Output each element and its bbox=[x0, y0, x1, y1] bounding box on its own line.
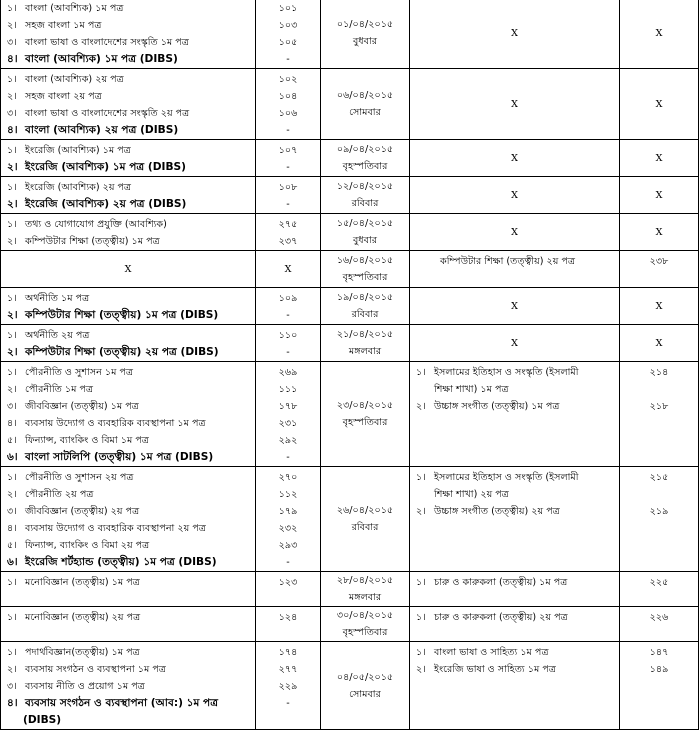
subject-line bbox=[1, 17, 255, 34]
subject-name: ইংরেজি শর্টহ্যান্ড (তত্ত্বীয়) ১ম পত্র (DIBS) bbox=[25, 556, 217, 568]
exam-day: বৃহস্পতিবার bbox=[342, 417, 388, 428]
subject-line bbox=[1, 609, 255, 626]
exam-row bbox=[1, 69, 699, 140]
right-subject-x-mark: X bbox=[410, 214, 620, 251]
subject-line bbox=[1, 105, 255, 122]
right-subject-code: ১৪৯ bbox=[649, 664, 669, 675]
subject-code: ১১০ bbox=[278, 330, 298, 341]
subject-line-continued: (DIBS) bbox=[23, 714, 62, 726]
subject-number: ৫। bbox=[7, 435, 17, 446]
date-cell bbox=[321, 251, 410, 288]
subject-code: ১০৭ bbox=[278, 145, 298, 156]
subject-name: বাংলা ভাষা ও বাংলাদেশের সংস্কৃতি ১ম পত্র bbox=[25, 37, 189, 48]
right-subject-name: শিক্ষা শাখা) ২য় পত্র bbox=[434, 489, 509, 500]
exam-day: বুধবার bbox=[352, 36, 378, 47]
exam-day: মঙ্গলবার bbox=[348, 592, 382, 603]
subject-number: ২। bbox=[7, 346, 18, 358]
right-subject-x-mark: X bbox=[410, 0, 620, 69]
subject-line bbox=[1, 415, 255, 432]
right-subject-number: ২। bbox=[416, 506, 426, 517]
subject-code: - bbox=[286, 125, 290, 136]
right-subject-line bbox=[410, 503, 619, 520]
right-subject-code: ২১৯ bbox=[649, 506, 669, 517]
subject-name: ব্যবসায় সংগঠন ও ব্যবস্থাপনা (আব:) ১ম পত্র bbox=[25, 697, 219, 709]
subject-number: ৪। bbox=[7, 697, 18, 709]
code-cell bbox=[256, 467, 321, 572]
subject-number: ২। bbox=[7, 20, 17, 31]
subject-code: ২২৯ bbox=[278, 681, 298, 692]
right-subject-code: ২১৫ bbox=[649, 472, 669, 483]
exam-row bbox=[1, 642, 699, 730]
subject-line bbox=[1, 216, 255, 233]
subject-number: ৩। bbox=[7, 108, 17, 119]
subject-x-mark: X bbox=[1, 251, 256, 288]
subject-number: ৫। bbox=[7, 540, 17, 551]
subject-code: ২৯৩ bbox=[278, 540, 298, 551]
date-cell bbox=[321, 69, 410, 140]
subject-name: ব্যবসায় নীতি ও প্রয়োগ ১ম পত্র bbox=[25, 681, 145, 692]
subject-number: ১। bbox=[7, 74, 17, 85]
subject-line bbox=[1, 196, 255, 213]
date-cell bbox=[321, 467, 410, 572]
right-subject-code: ২৩৮ bbox=[649, 256, 669, 267]
subject-name: কম্পিউটার শিক্ষা (তত্ত্বীয়) ২য় পত্র (DIBS) bbox=[25, 346, 219, 358]
subject-cell bbox=[1, 140, 256, 177]
date-cell bbox=[321, 288, 410, 325]
exam-date: ২৩/০৪/২০১৫ bbox=[336, 400, 394, 411]
subject-number: ১। bbox=[7, 367, 17, 378]
subject-name: অর্থনীতি ১ম পত্র bbox=[25, 293, 90, 304]
right-code-x-mark: X bbox=[620, 288, 699, 325]
right-code-cell bbox=[620, 467, 699, 572]
subject-code: - bbox=[286, 557, 290, 568]
subject-line bbox=[1, 503, 255, 520]
subject-name: পৌরনীতি ২য় পত্র bbox=[25, 489, 94, 500]
right-code-x-mark: X bbox=[620, 0, 699, 69]
subject-line bbox=[1, 469, 255, 486]
subject-number: ১। bbox=[7, 3, 17, 14]
right-code-spacer bbox=[620, 486, 698, 503]
subject-cell bbox=[1, 607, 256, 642]
right-subject-code: ২২৬ bbox=[649, 612, 669, 623]
subject-line bbox=[1, 432, 255, 449]
subject-code: ১০১ bbox=[278, 3, 298, 14]
subject-name: সহজ বাংলা ২য় পত্র bbox=[25, 91, 102, 102]
right-subject-name: উচ্চাঙ্গ সংগীত (তত্ত্বীয়) ১ম পত্র bbox=[434, 401, 560, 412]
subject-number: ৪। bbox=[7, 523, 17, 534]
code-x-mark: X bbox=[256, 251, 321, 288]
subject-code: ১০৮ bbox=[278, 182, 298, 193]
right-subject-name: উচ্চাঙ্গ সংগীত (তত্ত্বীয়) ২য় পত্র bbox=[434, 506, 560, 517]
subject-name: ইংরেজি (আবশ্যিক) ২য় পত্র bbox=[25, 182, 132, 193]
subject-number: ১। bbox=[7, 293, 17, 304]
subject-code: ১১২ bbox=[278, 489, 298, 500]
right-subject-number: ২। bbox=[416, 401, 426, 412]
right-subject-name: শিক্ষা শাখা) ১ম পত্র bbox=[434, 384, 509, 395]
subject-code: ১০৪ bbox=[278, 91, 298, 102]
subject-name: মনোবিজ্ঞান (তত্ত্বীয়) ১ম পত্র bbox=[25, 577, 140, 588]
right-subject-line bbox=[410, 609, 619, 626]
subject-code: ১২৩ bbox=[278, 577, 298, 588]
subject-line bbox=[1, 449, 255, 466]
subject-number: ১। bbox=[7, 219, 17, 230]
right-subject-line bbox=[410, 661, 619, 678]
code-cell bbox=[256, 325, 321, 362]
right-subject-cell bbox=[410, 607, 620, 642]
code-cell bbox=[256, 607, 321, 642]
exam-day: রবিবার bbox=[351, 198, 379, 209]
subject-line bbox=[1, 327, 255, 344]
right-code-x-mark: X bbox=[620, 214, 699, 251]
subject-cell bbox=[1, 288, 256, 325]
subject-line bbox=[1, 574, 255, 591]
right-subject-x-mark: X bbox=[410, 325, 620, 362]
right-subject-x-mark: X bbox=[410, 177, 620, 214]
right-subject-cell bbox=[410, 251, 620, 288]
subject-number: ২। bbox=[7, 198, 18, 210]
subject-name: বাংলা সাটলিপি (তত্ত্বীয়) ১ম পত্র (DIBS) bbox=[25, 451, 214, 463]
code-cell bbox=[256, 177, 321, 214]
subject-name: ইংরেজি (আবশ্যিক) ১ম পত্র bbox=[25, 145, 131, 156]
subject-line bbox=[1, 554, 255, 571]
code-cell bbox=[256, 362, 321, 467]
date-cell bbox=[321, 214, 410, 251]
subject-code: ২৩২ bbox=[278, 523, 298, 534]
subject-code: ২৬৯ bbox=[278, 367, 298, 378]
subject-number: ২। bbox=[7, 384, 17, 395]
subject-line bbox=[1, 678, 255, 695]
subject-name: পদার্থবিজ্ঞান(তত্ত্বীয়) ১ম পত্র bbox=[25, 647, 140, 658]
subject-number: ১। bbox=[7, 647, 17, 658]
exam-date: ২৬/০৪/২০১৫ bbox=[336, 505, 394, 516]
subject-code: ১০৫ bbox=[278, 37, 298, 48]
subject-number: ৩। bbox=[7, 506, 17, 517]
right-subject-name: চারু ও কারুকলা (তত্ত্বীয়) ২য় পত্র bbox=[434, 612, 568, 623]
right-subject-number: ১। bbox=[416, 612, 426, 623]
right-subject-cell bbox=[410, 467, 620, 572]
subject-line bbox=[1, 159, 255, 176]
subject-line bbox=[1, 486, 255, 503]
exam-row bbox=[1, 467, 699, 572]
subject-code: ২৭৫ bbox=[278, 219, 298, 230]
code-cell bbox=[256, 288, 321, 325]
right-subject-line bbox=[410, 486, 619, 503]
exam-date: ৩০/০৪/২০১৫ bbox=[336, 610, 394, 621]
subject-name: কম্পিউটার শিক্ষা (তত্ত্বীয়) ১ম পত্র (DIBS) bbox=[25, 309, 219, 321]
date-cell bbox=[321, 362, 410, 467]
subject-code: ২৭০ bbox=[278, 472, 298, 483]
date-cell bbox=[321, 572, 410, 607]
exam-date: ০৬/০৪/২০১৫ bbox=[336, 90, 394, 101]
right-code-cell bbox=[620, 607, 699, 642]
right-subject-name: ইসলামের ইতিহাস ও সংস্কৃতি (ইসলামী bbox=[434, 367, 579, 378]
subject-number: ৩। bbox=[7, 681, 17, 692]
exam-day: বুধবার bbox=[352, 235, 378, 246]
subject-line bbox=[1, 644, 255, 661]
exam-day: বৃহস্পতিবার bbox=[342, 272, 388, 283]
right-subject-code: ২১৪ bbox=[649, 367, 669, 378]
subject-name: পৌরনীতি ও সুশাসন ১ম পত্র bbox=[25, 367, 134, 378]
subject-code: ২৭৭ bbox=[278, 664, 298, 675]
right-subject-line bbox=[410, 381, 619, 398]
subject-code: ১০৯ bbox=[278, 293, 298, 304]
right-code-cell bbox=[620, 642, 699, 730]
subject-line bbox=[1, 88, 255, 105]
subject-line bbox=[1, 142, 255, 159]
subject-number: ২। bbox=[7, 309, 18, 321]
subject-number: ২। bbox=[7, 236, 17, 247]
right-subject-line bbox=[410, 364, 619, 381]
subject-code: ১২৪ bbox=[278, 612, 298, 623]
subject-line bbox=[1, 661, 255, 678]
right-code-spacer bbox=[620, 381, 698, 398]
right-subject-name: চারু ও কারুকলা (তত্ত্বীয়) ১ম পত্র bbox=[434, 577, 568, 588]
code-cell bbox=[256, 140, 321, 177]
subject-number: ৪। bbox=[7, 53, 18, 65]
subject-code: ১০৩ bbox=[278, 20, 298, 31]
subject-code: - bbox=[286, 310, 290, 321]
exam-day: বৃহস্পতিবার bbox=[342, 161, 388, 172]
exam-date: ১৫/০৪/২০১৫ bbox=[336, 218, 394, 229]
subject-name: সহজ বাংলা ১ম পত্র bbox=[25, 20, 102, 31]
subject-cell bbox=[1, 69, 256, 140]
exam-day: সোমবার bbox=[349, 688, 381, 700]
subject-name: পৌরনীতি ও সুশাসন ২য় পত্র bbox=[25, 472, 134, 483]
exam-date: ০১/০৪/২০১৫ bbox=[336, 19, 394, 30]
subject-code: ১৭৯ bbox=[278, 506, 298, 517]
exam-row bbox=[1, 572, 699, 607]
right-code-x-mark: X bbox=[620, 69, 699, 140]
exam-row bbox=[1, 0, 699, 69]
exam-day: বৃহস্পতিবার bbox=[342, 627, 388, 638]
exam-day: রবিবার bbox=[351, 309, 379, 320]
subject-number: ৩। bbox=[7, 401, 17, 412]
subject-name: জীববিজ্ঞান (তত্ত্বীয়) ১ম পত্র bbox=[25, 401, 139, 412]
subject-name: ব্যবসায় উদ্যোগ ও ব্যবহারিক ব্যবস্থাপনা ১ম পত্র bbox=[25, 418, 206, 429]
subject-name: বাংলা (আবশ্যিক) ২য় পত্র (DIBS) bbox=[25, 124, 179, 136]
subject-number: ৩। bbox=[7, 37, 17, 48]
subject-name: ব্যবসায় সংগঠন ও ব্যবস্থাপনা ১ম পত্র bbox=[25, 664, 166, 675]
right-code-x-mark: X bbox=[620, 140, 699, 177]
right-subject-name: কম্পিউটার শিক্ষা (তত্ত্বীয়) ২য় পত্র bbox=[440, 256, 576, 267]
right-code-x-mark: X bbox=[620, 177, 699, 214]
subject-line bbox=[1, 344, 255, 361]
exam-row bbox=[1, 288, 699, 325]
subject-line bbox=[1, 233, 255, 250]
subject-number: ১। bbox=[7, 330, 17, 341]
exam-date: ১৯/০৪/২০১৫ bbox=[336, 292, 394, 303]
right-subject-x-mark: X bbox=[410, 288, 620, 325]
subject-name: ফিন্যান্স, ব্যাংকিং ও বিমা ২য় পত্র bbox=[25, 540, 150, 551]
right-subject-line bbox=[410, 398, 619, 415]
exam-day: সোমবার bbox=[349, 107, 381, 118]
code-cell bbox=[256, 572, 321, 607]
subject-cell bbox=[1, 177, 256, 214]
exam-date: ২১/০৪/২০১৫ bbox=[336, 329, 394, 340]
right-code-cell bbox=[620, 572, 699, 607]
right-subject-line bbox=[410, 644, 619, 661]
exam-date: ১২/০৪/২০১৫ bbox=[336, 181, 394, 192]
right-subject-line bbox=[410, 469, 619, 486]
right-subject-cell bbox=[410, 642, 620, 730]
subject-cell bbox=[1, 572, 256, 607]
subject-line bbox=[1, 0, 255, 17]
subject-number: ১। bbox=[7, 182, 17, 193]
code-cell bbox=[256, 69, 321, 140]
code-cell bbox=[256, 642, 321, 730]
date-cell bbox=[321, 325, 410, 362]
right-subject-number: ২। bbox=[416, 664, 426, 675]
exam-row bbox=[1, 325, 699, 362]
subject-cell bbox=[1, 214, 256, 251]
subject-number: ১। bbox=[7, 577, 17, 588]
exam-row bbox=[1, 177, 699, 214]
subject-number: ১। bbox=[7, 472, 17, 483]
subject-name: অর্থনীতি ২য় পত্র bbox=[25, 330, 90, 341]
date-cell bbox=[321, 140, 410, 177]
subject-code: - bbox=[286, 162, 290, 173]
subject-name: ফিন্যান্স, ব্যাংকিং ও বিমা ১ম পত্র bbox=[25, 435, 149, 446]
right-subject-code: ১৪৭ bbox=[649, 647, 669, 658]
subject-name: মনোবিজ্ঞান (তত্ত্বীয়) ২য় পত্র bbox=[25, 612, 141, 623]
subject-cell bbox=[1, 467, 256, 572]
subject-code: ২৩৭ bbox=[278, 236, 298, 247]
subject-name: বাংলা ভাষা ও বাংলাদেশের সংস্কৃতি ২য় পত্র bbox=[25, 108, 190, 119]
exam-row bbox=[1, 251, 699, 288]
subject-line bbox=[1, 537, 255, 554]
right-subject-name: বাংলা ভাষা ও সাহিত্য ১ম পত্র bbox=[434, 647, 549, 658]
subject-line bbox=[1, 398, 255, 415]
exam-row bbox=[1, 140, 699, 177]
subject-number: ৬। bbox=[7, 556, 18, 568]
exam-row bbox=[1, 607, 699, 642]
date-cell bbox=[321, 0, 410, 69]
subject-name: বাংলা (আবশ্যিক) ১ম পত্র (DIBS) bbox=[25, 53, 178, 65]
right-subject-number: ১। bbox=[416, 647, 426, 658]
subject-code: - bbox=[286, 54, 290, 65]
exam-routine-body bbox=[1, 0, 699, 730]
subject-name: ব্যবসায় উদ্যোগ ও ব্যবহারিক ব্যবস্থাপনা ২য় পত্র bbox=[25, 523, 206, 534]
right-code-cell bbox=[620, 251, 699, 288]
right-code-cell bbox=[620, 362, 699, 467]
subject-number: ৪। bbox=[7, 418, 17, 429]
subject-number: ৪। bbox=[7, 124, 18, 136]
subject-name: বাংলা (আবশ্যিক) ২য় পত্র bbox=[25, 74, 124, 85]
date-cell bbox=[321, 177, 410, 214]
right-subject-cell bbox=[410, 362, 620, 467]
subject-line bbox=[1, 71, 255, 88]
date-cell bbox=[321, 642, 410, 730]
subject-line bbox=[1, 290, 255, 307]
exam-date: ০৪/০৫/২০১৫ bbox=[336, 671, 394, 683]
subject-cell bbox=[1, 362, 256, 467]
right-subject-name: ইংরেজি ভাষা ও সাহিত্য ১ম পত্র bbox=[434, 664, 556, 675]
subject-code: ২৯২ bbox=[278, 435, 298, 446]
exam-row bbox=[1, 214, 699, 251]
subject-line bbox=[1, 364, 255, 381]
subject-code: - bbox=[286, 199, 290, 210]
exam-date: ০৯/০৪/২০১৫ bbox=[336, 144, 394, 155]
subject-name: জীববিজ্ঞান (তত্ত্বীয়) ২য় পত্র bbox=[25, 506, 140, 517]
subject-code: - bbox=[286, 698, 290, 709]
subject-name: ইংরেজি (আবশ্যিক) ১ম পত্র (DIBS) bbox=[25, 161, 186, 173]
subject-code: ২৩১ bbox=[278, 418, 298, 429]
right-code-x-mark: X bbox=[620, 325, 699, 362]
subject-code: - bbox=[286, 452, 290, 463]
subject-code: - bbox=[286, 347, 290, 358]
subject-name: বাংলা (আবশ্যিক) ১ম পত্র bbox=[25, 3, 124, 14]
subject-code: ১০২ bbox=[278, 74, 298, 85]
subject-number: ২। bbox=[7, 161, 18, 173]
subject-line bbox=[1, 51, 255, 68]
subject-number: ১। bbox=[7, 145, 17, 156]
date-cell bbox=[321, 607, 410, 642]
subject-number: ২। bbox=[7, 91, 17, 102]
subject-code: ১৭৪ bbox=[278, 647, 298, 658]
subject-name: তথ্য ও যোগাযোগ প্রযুক্তি (আবশ্যিক) bbox=[25, 219, 167, 230]
subject-number: ২। bbox=[7, 664, 17, 675]
right-subject-number: ১। bbox=[416, 472, 426, 483]
subject-line bbox=[1, 381, 255, 398]
right-subject-x-mark: X bbox=[410, 69, 620, 140]
exam-date: ১৬/০৪/২০১৫ bbox=[336, 255, 394, 266]
subject-line bbox=[1, 122, 255, 139]
subject-cell bbox=[1, 642, 256, 730]
right-subject-line bbox=[410, 253, 619, 270]
exam-row bbox=[1, 362, 699, 467]
right-subject-name: ইসলামের ইতিহাস ও সংস্কৃতি (ইসলামী bbox=[434, 472, 579, 483]
right-subject-code: ২১৮ bbox=[649, 401, 669, 412]
subject-line bbox=[1, 520, 255, 537]
subject-code: ১৭৮ bbox=[278, 401, 298, 412]
subject-line bbox=[1, 179, 255, 196]
right-subject-x-mark: X bbox=[410, 140, 620, 177]
subject-line bbox=[1, 307, 255, 324]
subject-name: ইংরেজি (আবশ্যিক) ২য় পত্র (DIBS) bbox=[25, 198, 187, 210]
subject-number: ১। bbox=[7, 612, 17, 623]
right-subject-number: ১। bbox=[416, 367, 426, 378]
subject-line bbox=[1, 695, 255, 712]
subject-line bbox=[1, 34, 255, 51]
subject-number: ২। bbox=[7, 489, 17, 500]
subject-name: কম্পিউটার শিক্ষা (তত্ত্বীয়) ১ম পত্র bbox=[25, 236, 160, 247]
subject-code: ১১১ bbox=[278, 384, 298, 395]
subject-cell bbox=[1, 325, 256, 362]
right-subject-number: ১। bbox=[416, 577, 426, 588]
subject-number: ৬। bbox=[7, 451, 18, 463]
right-subject-code: ২২৫ bbox=[649, 577, 669, 588]
subject-cell bbox=[1, 0, 256, 69]
code-cell bbox=[256, 214, 321, 251]
exam-day: মঙ্গলবার bbox=[348, 346, 382, 357]
subject-code: ১০৬ bbox=[278, 108, 298, 119]
exam-date: ২৮/০৪/২০১৫ bbox=[336, 575, 394, 586]
code-cell bbox=[256, 0, 321, 69]
right-subject-cell bbox=[410, 572, 620, 607]
right-subject-line bbox=[410, 574, 619, 591]
exam-day: রবিবার bbox=[351, 522, 379, 533]
subject-name: পৌরনীতি ১ম পত্র bbox=[25, 384, 94, 395]
